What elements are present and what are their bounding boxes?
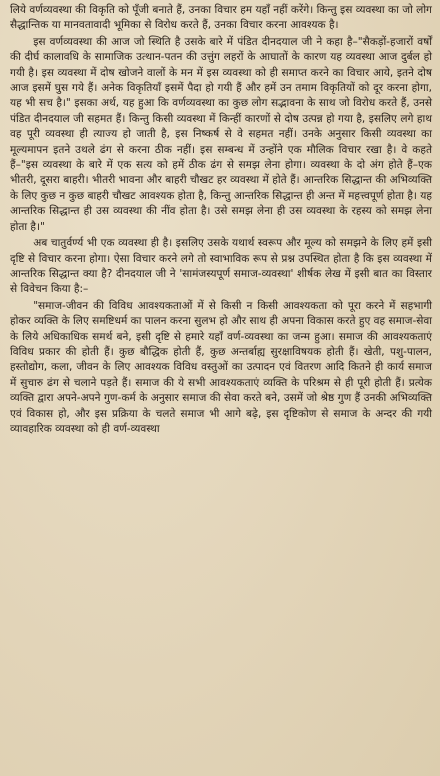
- quotation-paragraph: "समाज-जीवन की विविध आवश्यकताओं में से किसी न किसी आवश्यकता को पूरा करने में सहभागी होकर व्यक्ति के लिए समष्टिधर्म का पालन करना सुलभ हो और साथ ही अपना विकास करते हुए वह समाज-सेवा के लिये अधिकाधिक समर्थ बने, इसी दृष्टि से हमारे यहाँ वर्ण-व्यवस्था का जन्म हुआ। समाज की आवश्यकताएं विविध प्रकार की होती हैं। कुछ बौद्धिक होती हैं, कुछ अन्तर्बाह्य सुरक्षाविषयक होती हैं। खेती, पशु-पालन, हस्तोद्योग, कला, जीवन के लिए आवश्यक विविध वस्तुओं का उत्पादन एवं वितरण आदि कितने ही कार्य समाज में सुचारु ढंग से चलाने पड़ते हैं। समाज की ये सभी आवश्यकताएं व्यक्ति के परिश्रम से ही पूरी होती हैं। प्रत्येक व्यक्ति द्वारा अपने-अपने गुण-कर्म के अनुसार समाज की सेवा करते बने, उसमें जो श्रेष्ठ गुण हैं उनकी अभिव्यक्ति एवं विकास हो, और इस प्रक्रिया के चलते समाज भी आगे बढ़े, इस दृष्टिकोण से समाज के अन्दर की गयी व्यावहारिक व्यवस्था को ही वर्ण-व्यवस्था: [10, 299, 432, 435]
- paragraph-1: लिये वर्णव्यवस्था की विकृति को पूँजी बनाते हैं, उनका विचार हम यहाँ नहीं करेंगे। किन्तु इस व्यवस्था का जो लोग सैद्धान्तिक या मानवतावादी भूमिका से विरोध करते हैं, उनका विचार करना आवश्यक है।: [10, 4, 432, 32]
- paragraph-3: अब चातुर्वर्ण्य भी एक व्यवस्था ही है। इसलिए उसके यथार्थ स्वरूप और मूल्य को समझने के लिए हमें इसी दृष्टि से विचार करना होगा। ऐसा विचार करने लगे तो स्वाभाविक रूप से प्रश्न उपस्थित होता है कि इस व्यवस्था में आन्तरिक सिद्धान्त क्या है? दीनदयाल जी ने 'सामंजस्यपूर्ण समाज-व्यवस्था' शीर्षक लेख में इसी बात का विस्तार से विवेचन किया है:–: [10, 237, 432, 296]
- paragraph-2: इस वर्णव्यवस्था की आज जो स्थिति है उसके बारे में पंडित दीनदयाल जी ने कहा है–"सैकड़ों-हजारों वर्षों की दीर्घ कालावधि के सामाजिक उत्थान-पतन की उत्तुंग लहरों के आघातों के कारण यह व्यवस्था आज दुर्बल हो गयी है। इस व्यवस्था में दोष खोजने वालों के मन में इस व्यवस्था को ही समाप्त करने का विचार आये, इतने दोष आज इसमें घुस गये हैं। अनेक विकृतियाँ इसमें पैदा हो गयी हैं और हमें उन तमाम विकृतियों को दूर करना होगा, यह भी सच है।" इसका अर्थ, यह हुआ कि वर्णव्यवस्था का कुछ लोग सद्भावना के साथ जो विरोध करते हैं, उनसे पंडित दीनदयाल जी सहमत हैं। किन्तु किसी व्यवस्था में किन्हीं कारणों से दोष उत्पन्न हो गया है, इसलिए लगे हाथ वह पूरी व्यवस्था ही त्याज्य हो जाती है, इस निष्कर्ष से वे सहमत नहीं। उनके अनुसार किसी व्यवस्था का मूल्यमापन इतने उथले ढंग से करना ठीक नहीं। इस सम्बन्ध में उन्होंने एक मौलिक विचार रखा है। वे कहते हैं–"इस व्यवस्था के बारे में एक सत्य को हमें ठीक ढंग से समझ लेना होगा। व्यवस्था के दो अंग होते हैं–एक भीतरी, दूसरा बाहरी। भीतरी भावना और बाहरी चौखट हर व्यवस्था में होते हैं। आन्तरिक सिद्धान्त की अभिव्यक्ति के लिए कुछ न कुछ बाहरी चौखट आवश्यक होता है, किन्तु आन्तरिक सिद्धान्त ही अन्त में महत्त्वपूर्ण होता है। यह आन्तरिक सिद्धान्त ही उस व्यवस्था की नींव होता है। उसे समझ लेना ही उस व्यवस्था के रहस्य को समझ लेना होता है।": [10, 35, 432, 233]
